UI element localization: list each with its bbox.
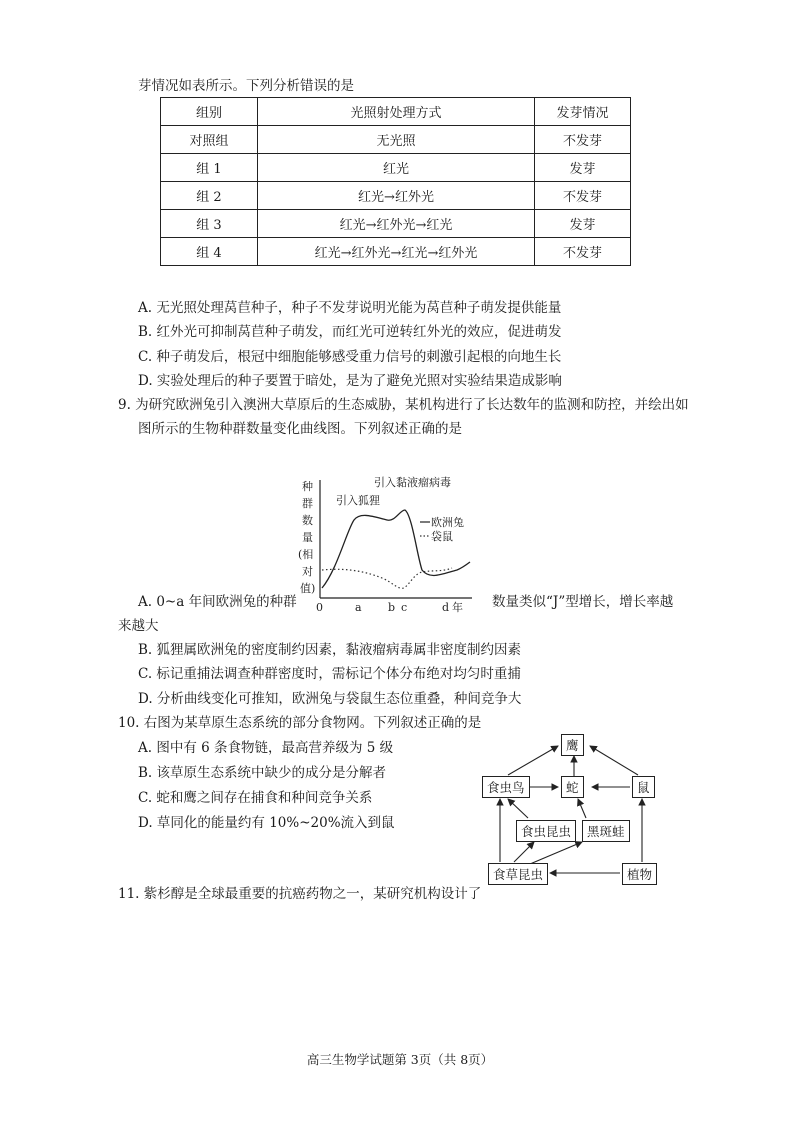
node-eagle: 鹰 <box>561 734 584 756</box>
table-cell: 红光→红外光→红光 <box>258 210 535 238</box>
table-cell: 组 1 <box>161 154 258 182</box>
x-tick-a: a <box>355 601 362 614</box>
table-row <box>161 238 631 266</box>
table-row <box>161 210 631 238</box>
q8-intro: 芽情况如表所示。下列分析错误的是 <box>138 78 354 94</box>
table-header-cell: 光照射处理方式 <box>258 98 535 126</box>
table-cell: 组 4 <box>161 238 258 266</box>
table-cell: 发芽 <box>535 154 631 182</box>
q10-option-c[interactable]: C. 蛇和鹰之间存在捕食和种间竞争关系 <box>138 790 373 806</box>
node-snake: 蛇 <box>561 776 584 798</box>
q8-option-b[interactable]: B. 红外光可抑制莴苣种子萌发，而红光可逆转红外光的效应，促进萌发 <box>138 324 562 340</box>
legend-kangaroo: 袋鼠 <box>431 530 453 543</box>
table-header-cell: 组别 <box>161 98 258 126</box>
q9-option-a-cont[interactable]: 数量类似“J”型增长，增长率越 <box>492 594 674 610</box>
origin-label: 0 <box>316 601 323 614</box>
y-label-char-0: 种 <box>302 480 313 493</box>
table-header-row <box>161 98 631 126</box>
table-cell: 无光照 <box>258 126 535 154</box>
node-plant: 植物 <box>622 863 657 885</box>
table-cell: 组 3 <box>161 210 258 238</box>
y-label-char-5: 对 <box>302 565 313 578</box>
table-row <box>161 154 631 182</box>
legend-rabbit: 欧洲兔 <box>431 516 464 529</box>
y-label-char-1: 群 <box>302 497 313 510</box>
node-insectivorous-bird: 食虫鸟 <box>482 776 530 798</box>
q9-stem-line2: 图所示的生物种群数量变化曲线图。下列叙述正确的是 <box>138 421 462 437</box>
kangaroo-curve <box>322 568 452 588</box>
q9-option-b[interactable]: B. 狐狸属欧洲兔的密度制约因素，黏液瘤病毒属非密度制约因素 <box>138 642 522 658</box>
table-row <box>161 126 631 154</box>
q10-stem: 10. 右图为某草原生态系统的部分食物网。下列叙述正确的是 <box>118 715 482 731</box>
node-mouse: 鼠 <box>632 776 655 798</box>
x-tick-c: c <box>401 601 408 614</box>
x-tick-d: d <box>442 601 450 614</box>
q8-option-c[interactable]: C. 种子萌发后，根冠中细胞能够感受重力信号的刺激引起根的向地生长 <box>138 349 562 365</box>
table-cell: 不发芽 <box>535 238 631 266</box>
table-header-cell: 发芽情况 <box>535 98 631 126</box>
annotation-virus: 引入黏液瘤病毒 <box>374 476 451 489</box>
table-cell: 红光→红外光→红光→红外光 <box>258 238 535 266</box>
table-row <box>161 182 631 210</box>
q10-option-b[interactable]: B. 该草原生态系统中缺少的成分是分解者 <box>138 765 387 781</box>
experiment-table <box>160 97 631 266</box>
y-axis-label <box>298 480 315 595</box>
node-herbivorous-insect: 食草昆虫 <box>488 863 548 885</box>
q9-stem-line1: 9. 为研究欧洲兔引入澳洲大草原后的生态威胁，某机构进行了长达数年的监测和防控，并绘出如 <box>118 397 689 413</box>
y-label-char-4: (相 <box>298 548 314 561</box>
x-axis-label: 年 <box>452 601 463 614</box>
node-black-spotted-frog: 黑斑蛙 <box>582 820 630 842</box>
page-footer: 高三生物学试题第 3页（共 8页） <box>306 1052 494 1067</box>
y-label-char-6: 值) <box>300 582 316 595</box>
q11-stem: 11. 紫杉醇是全球最重要的抗癌药物之一，某研究机构设计了 <box>118 886 482 902</box>
table-cell: 组 2 <box>161 182 258 210</box>
q9-option-a-wrap[interactable]: 来越大 <box>118 618 159 634</box>
q10-option-a[interactable]: A. 图中有 6 条食物链，最高营养级为 5 级 <box>138 740 394 756</box>
population-chart <box>292 470 482 618</box>
q8-option-d[interactable]: D. 实验处理后的种子要置于暗处，是为了避免光照对实验结果造成影响 <box>138 373 562 389</box>
table-cell: 发芽 <box>535 210 631 238</box>
table-cell: 不发芽 <box>535 182 631 210</box>
x-tick-b: b <box>388 601 396 614</box>
annotation-fox: 引入狐狸 <box>336 494 380 507</box>
y-label-char-3: 量 <box>302 531 313 544</box>
table-cell: 不发芽 <box>535 126 631 154</box>
table-cell: 红光 <box>258 154 535 182</box>
table-cell: 对照组 <box>161 126 258 154</box>
q9-option-d[interactable]: D. 分析曲线变化可推知，欧洲兔与袋鼠生态位重叠，种间竞争大 <box>138 691 522 707</box>
table-cell: 红光→红外光 <box>258 182 535 210</box>
q9-option-c[interactable]: C. 标记重捕法调查种群密度时，需标记个体分布绝对均匀时重捕 <box>138 666 521 682</box>
y-label-char-2: 数 <box>302 514 313 527</box>
q10-option-d[interactable]: D. 草同化的能量约有 10%~20%流入到鼠 <box>138 815 395 831</box>
node-insectivorous-insect: 食虫昆虫 <box>516 820 576 842</box>
q8-option-a[interactable]: A. 无光照处理莴苣种子，种子不发芽说明光能为莴苣种子萌发提供能量 <box>138 300 562 316</box>
q9-option-a[interactable]: A. 0~a 年间欧洲兔的种群 <box>138 594 297 610</box>
